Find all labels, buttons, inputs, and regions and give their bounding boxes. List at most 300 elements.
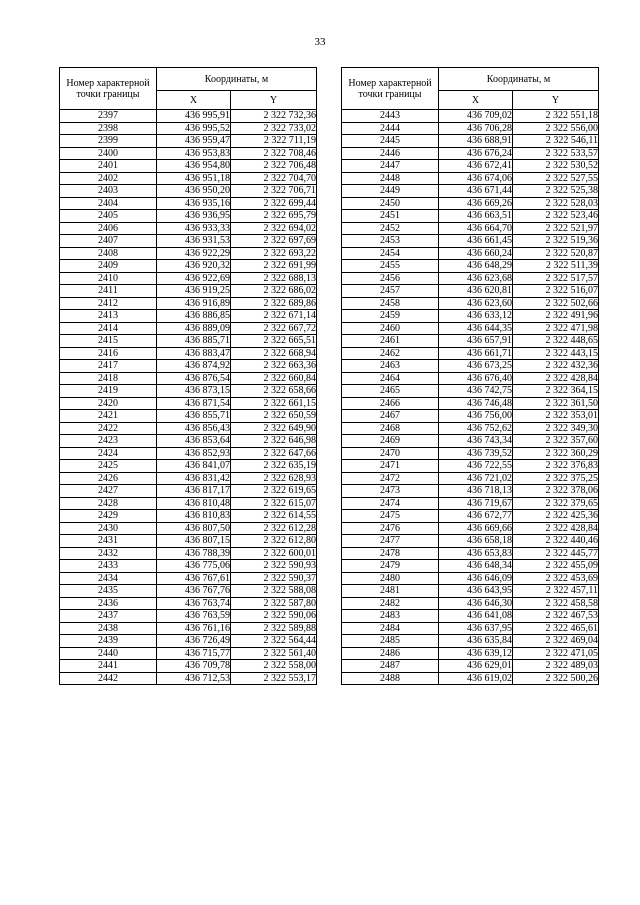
x-coordinate-cell: 436 935,16 — [157, 197, 231, 210]
y-coordinate-cell: 2 322 455,09 — [513, 560, 599, 573]
x-coordinate-cell: 436 674,06 — [439, 172, 513, 185]
point-number-cell: 2458 — [342, 297, 439, 310]
x-coordinate-cell: 436 756,00 — [439, 410, 513, 423]
table-row — [60, 610, 317, 623]
x-coordinate-cell: 436 871,54 — [157, 397, 231, 410]
table-row — [60, 160, 317, 173]
y-coordinate-cell: 2 322 619,65 — [231, 485, 317, 498]
y-coordinate-cell: 2 322 661,15 — [231, 397, 317, 410]
point-number-cell: 2398 — [60, 122, 157, 135]
y-coordinate-cell: 2 322 517,57 — [513, 272, 599, 285]
y-coordinate-cell: 2 322 635,19 — [231, 460, 317, 473]
table-row — [60, 460, 317, 473]
y-coordinate-cell: 2 322 443,15 — [513, 347, 599, 360]
table-row — [342, 260, 599, 273]
y-coordinate-cell: 2 322 457,11 — [513, 585, 599, 598]
point-number-cell: 2439 — [60, 635, 157, 648]
point-number-cell: 2426 — [60, 472, 157, 485]
point-number-cell: 2437 — [60, 610, 157, 623]
y-coordinate-cell: 2 322 697,69 — [231, 235, 317, 248]
header-point-number: Номер характерной точки границы — [342, 68, 439, 110]
point-number-cell: 2464 — [342, 372, 439, 385]
x-coordinate-cell: 436 852,93 — [157, 447, 231, 460]
table-row — [342, 422, 599, 435]
y-coordinate-cell: 2 322 428,84 — [513, 372, 599, 385]
x-coordinate-cell: 436 916,89 — [157, 297, 231, 310]
point-number-cell: 2422 — [60, 422, 157, 435]
table-row — [60, 172, 317, 185]
point-number-cell: 2462 — [342, 347, 439, 360]
x-coordinate-cell: 436 752,62 — [439, 422, 513, 435]
table-row — [342, 572, 599, 585]
table-row — [342, 660, 599, 673]
point-number-cell: 2480 — [342, 572, 439, 585]
y-coordinate-cell: 2 322 453,69 — [513, 572, 599, 585]
x-coordinate-cell: 436 936,95 — [157, 210, 231, 223]
point-number-cell: 2421 — [60, 410, 157, 423]
table-row — [60, 385, 317, 398]
y-coordinate-cell: 2 322 590,37 — [231, 572, 317, 585]
y-coordinate-cell: 2 322 502,66 — [513, 297, 599, 310]
y-coordinate-cell: 2 322 533,57 — [513, 147, 599, 160]
point-number-cell: 2399 — [60, 135, 157, 148]
y-coordinate-cell: 2 322 553,17 — [231, 672, 317, 685]
point-number-cell: 2424 — [60, 447, 157, 460]
x-coordinate-cell: 436 807,50 — [157, 522, 231, 535]
y-coordinate-cell: 2 322 711,19 — [231, 135, 317, 148]
table-row — [342, 647, 599, 660]
x-coordinate-cell: 436 931,53 — [157, 235, 231, 248]
point-number-cell: 2405 — [60, 210, 157, 223]
table-row — [342, 147, 599, 160]
y-coordinate-cell: 2 322 349,30 — [513, 422, 599, 435]
point-number-cell: 2443 — [342, 110, 439, 123]
x-coordinate-cell: 436 635,84 — [439, 635, 513, 648]
y-coordinate-cell: 2 322 658,66 — [231, 385, 317, 398]
y-coordinate-cell: 2 322 360,29 — [513, 447, 599, 460]
table-row — [60, 447, 317, 460]
point-number-cell: 2449 — [342, 185, 439, 198]
y-coordinate-cell: 2 322 668,94 — [231, 347, 317, 360]
table-row — [342, 347, 599, 360]
y-coordinate-cell: 2 322 527,55 — [513, 172, 599, 185]
x-coordinate-cell: 436 959,47 — [157, 135, 231, 148]
y-coordinate-cell: 2 322 732,36 — [231, 110, 317, 123]
y-coordinate-cell: 2 322 706,48 — [231, 160, 317, 173]
x-coordinate-cell: 436 922,29 — [157, 247, 231, 260]
point-number-cell: 2423 — [60, 435, 157, 448]
table-row — [60, 597, 317, 610]
y-coordinate-cell: 2 322 516,07 — [513, 285, 599, 298]
x-coordinate-cell: 436 995,91 — [157, 110, 231, 123]
point-number-cell: 2471 — [342, 460, 439, 473]
table-row — [60, 260, 317, 273]
y-coordinate-cell: 2 322 650,59 — [231, 410, 317, 423]
y-coordinate-cell: 2 322 375,25 — [513, 472, 599, 485]
y-coordinate-cell: 2 322 663,36 — [231, 360, 317, 373]
point-number-cell: 2457 — [342, 285, 439, 298]
point-number-cell: 2418 — [60, 372, 157, 385]
table-row — [342, 335, 599, 348]
x-coordinate-cell: 436 886,85 — [157, 310, 231, 323]
y-coordinate-cell: 2 322 528,03 — [513, 197, 599, 210]
table-row — [342, 247, 599, 260]
y-coordinate-cell: 2 322 561,40 — [231, 647, 317, 660]
y-coordinate-cell: 2 322 665,51 — [231, 335, 317, 348]
table-row — [342, 622, 599, 635]
header-y: Y — [513, 91, 599, 110]
x-coordinate-cell: 436 954,80 — [157, 160, 231, 173]
coordinates-table-right — [341, 67, 599, 685]
y-coordinate-cell: 2 322 551,18 — [513, 110, 599, 123]
x-coordinate-cell: 436 721,02 — [439, 472, 513, 485]
point-number-cell: 2416 — [60, 347, 157, 360]
point-number-cell: 2445 — [342, 135, 439, 148]
x-coordinate-cell: 436 767,76 — [157, 585, 231, 598]
x-coordinate-cell: 436 953,83 — [157, 147, 231, 160]
y-coordinate-cell: 2 322 686,02 — [231, 285, 317, 298]
x-coordinate-cell: 436 831,42 — [157, 472, 231, 485]
table-row — [342, 122, 599, 135]
table-row — [60, 197, 317, 210]
table-row — [60, 497, 317, 510]
x-coordinate-cell: 436 623,60 — [439, 297, 513, 310]
x-coordinate-cell: 436 761,16 — [157, 622, 231, 635]
y-coordinate-cell: 2 322 667,72 — [231, 322, 317, 335]
table-row — [60, 535, 317, 548]
table-row — [60, 235, 317, 248]
point-number-cell: 2404 — [60, 197, 157, 210]
y-coordinate-cell: 2 322 376,83 — [513, 460, 599, 473]
table-body-right — [342, 110, 599, 685]
y-coordinate-cell: 2 322 519,36 — [513, 235, 599, 248]
y-coordinate-cell: 2 322 646,98 — [231, 435, 317, 448]
point-number-cell: 2417 — [60, 360, 157, 373]
point-number-cell: 2486 — [342, 647, 439, 660]
x-coordinate-cell: 436 873,15 — [157, 385, 231, 398]
x-coordinate-cell: 436 722,55 — [439, 460, 513, 473]
table-row — [60, 422, 317, 435]
header-y: Y — [231, 91, 317, 110]
table-row — [60, 147, 317, 160]
x-coordinate-cell: 436 709,78 — [157, 660, 231, 673]
point-number-cell: 2410 — [60, 272, 157, 285]
x-coordinate-cell: 436 876,54 — [157, 372, 231, 385]
table-row — [60, 660, 317, 673]
point-number-cell: 2485 — [342, 635, 439, 648]
y-coordinate-cell: 2 322 612,28 — [231, 522, 317, 535]
x-coordinate-cell: 436 718,13 — [439, 485, 513, 498]
point-number-cell: 2469 — [342, 435, 439, 448]
y-coordinate-cell: 2 322 689,86 — [231, 297, 317, 310]
table-row — [60, 360, 317, 373]
point-number-cell: 2477 — [342, 535, 439, 548]
table-row — [342, 535, 599, 548]
x-coordinate-cell: 436 644,35 — [439, 322, 513, 335]
table-row — [342, 235, 599, 248]
y-coordinate-cell: 2 322 556,00 — [513, 122, 599, 135]
y-coordinate-cell: 2 322 704,70 — [231, 172, 317, 185]
point-number-cell: 2463 — [342, 360, 439, 373]
table-row — [60, 647, 317, 660]
table-row — [342, 297, 599, 310]
table-row — [342, 522, 599, 535]
point-number-cell: 2442 — [60, 672, 157, 685]
x-coordinate-cell: 436 646,30 — [439, 597, 513, 610]
y-coordinate-cell: 2 322 708,46 — [231, 147, 317, 160]
table-row — [60, 322, 317, 335]
table-row — [342, 285, 599, 298]
x-coordinate-cell: 436 672,41 — [439, 160, 513, 173]
point-number-cell: 2440 — [60, 647, 157, 660]
table-body-left — [60, 110, 317, 685]
x-coordinate-cell: 436 874,92 — [157, 360, 231, 373]
point-number-cell: 2441 — [60, 660, 157, 673]
y-coordinate-cell: 2 322 378,06 — [513, 485, 599, 498]
point-number-cell: 2468 — [342, 422, 439, 435]
table-row — [342, 210, 599, 223]
table-row — [60, 210, 317, 223]
y-coordinate-cell: 2 322 589,88 — [231, 622, 317, 635]
table-row — [342, 485, 599, 498]
table-row — [60, 272, 317, 285]
table-row — [60, 572, 317, 585]
point-number-cell: 2406 — [60, 222, 157, 235]
x-coordinate-cell: 436 706,28 — [439, 122, 513, 135]
table-row — [60, 635, 317, 648]
point-number-cell: 2451 — [342, 210, 439, 223]
table-row — [60, 485, 317, 498]
y-coordinate-cell: 2 322 491,96 — [513, 310, 599, 323]
y-coordinate-cell: 2 322 530,52 — [513, 160, 599, 173]
y-coordinate-cell: 2 322 500,26 — [513, 672, 599, 685]
table-row — [342, 197, 599, 210]
table-row — [342, 635, 599, 648]
point-number-cell: 2484 — [342, 622, 439, 635]
x-coordinate-cell: 436 922,69 — [157, 272, 231, 285]
table-row — [60, 397, 317, 410]
table-row — [60, 297, 317, 310]
x-coordinate-cell: 436 688,91 — [439, 135, 513, 148]
table-row — [342, 447, 599, 460]
y-coordinate-cell: 2 322 671,14 — [231, 310, 317, 323]
point-number-cell: 2472 — [342, 472, 439, 485]
table-row — [342, 435, 599, 448]
x-coordinate-cell: 436 643,95 — [439, 585, 513, 598]
header-coordinates: Координаты, м — [157, 68, 317, 91]
x-coordinate-cell: 436 646,09 — [439, 572, 513, 585]
x-coordinate-cell: 436 623,68 — [439, 272, 513, 285]
y-coordinate-cell: 2 322 587,80 — [231, 597, 317, 610]
y-coordinate-cell: 2 322 649,90 — [231, 422, 317, 435]
y-coordinate-cell: 2 322 706,71 — [231, 185, 317, 198]
point-number-cell: 2427 — [60, 485, 157, 498]
x-coordinate-cell: 436 767,61 — [157, 572, 231, 585]
header-x: X — [157, 91, 231, 110]
x-coordinate-cell: 436 620,81 — [439, 285, 513, 298]
x-coordinate-cell: 436 661,45 — [439, 235, 513, 248]
point-number-cell: 2411 — [60, 285, 157, 298]
x-coordinate-cell: 436 817,17 — [157, 485, 231, 498]
point-number-cell: 2425 — [60, 460, 157, 473]
y-coordinate-cell: 2 322 361,50 — [513, 397, 599, 410]
y-coordinate-cell: 2 322 523,46 — [513, 210, 599, 223]
point-number-cell: 2434 — [60, 572, 157, 585]
y-coordinate-cell: 2 322 469,04 — [513, 635, 599, 648]
table-row — [342, 135, 599, 148]
point-number-cell: 2400 — [60, 147, 157, 160]
point-number-cell: 2409 — [60, 260, 157, 273]
table-row — [342, 222, 599, 235]
point-number-cell: 2431 — [60, 535, 157, 548]
x-coordinate-cell: 436 669,66 — [439, 522, 513, 535]
x-coordinate-cell: 436 889,09 — [157, 322, 231, 335]
x-coordinate-cell: 436 660,24 — [439, 247, 513, 260]
x-coordinate-cell: 436 676,40 — [439, 372, 513, 385]
point-number-cell: 2408 — [60, 247, 157, 260]
y-coordinate-cell: 2 322 353,01 — [513, 410, 599, 423]
table-row — [342, 360, 599, 373]
point-number-cell: 2473 — [342, 485, 439, 498]
point-number-cell: 2402 — [60, 172, 157, 185]
x-coordinate-cell: 436 841,07 — [157, 460, 231, 473]
table-row — [342, 160, 599, 173]
y-coordinate-cell: 2 322 590,06 — [231, 610, 317, 623]
table-row — [342, 185, 599, 198]
point-number-cell: 2448 — [342, 172, 439, 185]
coordinates-table-left — [59, 67, 317, 685]
x-coordinate-cell: 436 672,77 — [439, 510, 513, 523]
x-coordinate-cell: 436 619,02 — [439, 672, 513, 685]
y-coordinate-cell: 2 322 448,65 — [513, 335, 599, 348]
y-coordinate-cell: 2 322 694,02 — [231, 222, 317, 235]
point-number-cell: 2446 — [342, 147, 439, 160]
table-row — [60, 410, 317, 423]
y-coordinate-cell: 2 322 425,36 — [513, 510, 599, 523]
y-coordinate-cell: 2 322 590,93 — [231, 560, 317, 573]
x-coordinate-cell: 436 856,43 — [157, 422, 231, 435]
point-number-cell: 2459 — [342, 310, 439, 323]
y-coordinate-cell: 2 322 546,11 — [513, 135, 599, 148]
y-coordinate-cell: 2 322 628,93 — [231, 472, 317, 485]
point-number-cell: 2467 — [342, 410, 439, 423]
y-coordinate-cell: 2 322 612,80 — [231, 535, 317, 548]
x-coordinate-cell: 436 673,25 — [439, 360, 513, 373]
x-coordinate-cell: 436 885,71 — [157, 335, 231, 348]
y-coordinate-cell: 2 322 465,61 — [513, 622, 599, 635]
table-row — [60, 672, 317, 685]
table-row — [60, 347, 317, 360]
table-row — [342, 110, 599, 123]
point-number-cell: 2450 — [342, 197, 439, 210]
y-coordinate-cell: 2 322 520,87 — [513, 247, 599, 260]
table-row — [342, 272, 599, 285]
y-coordinate-cell: 2 322 511,39 — [513, 260, 599, 273]
point-number-cell: 2461 — [342, 335, 439, 348]
table-row — [342, 547, 599, 560]
y-coordinate-cell: 2 322 647,66 — [231, 447, 317, 460]
y-coordinate-cell: 2 322 558,00 — [231, 660, 317, 673]
point-number-cell: 2403 — [60, 185, 157, 198]
point-number-cell: 2407 — [60, 235, 157, 248]
point-number-cell: 2428 — [60, 497, 157, 510]
header-x: X — [439, 91, 513, 110]
table-row — [342, 610, 599, 623]
point-number-cell: 2435 — [60, 585, 157, 598]
point-number-cell: 2460 — [342, 322, 439, 335]
table-row — [342, 410, 599, 423]
x-coordinate-cell: 436 715,77 — [157, 647, 231, 660]
x-coordinate-cell: 436 739,52 — [439, 447, 513, 460]
table-row — [60, 560, 317, 573]
x-coordinate-cell: 436 933,33 — [157, 222, 231, 235]
x-coordinate-cell: 436 658,18 — [439, 535, 513, 548]
table-row — [60, 110, 317, 123]
y-coordinate-cell: 2 322 445,77 — [513, 547, 599, 560]
table-row — [60, 372, 317, 385]
x-coordinate-cell: 436 855,71 — [157, 410, 231, 423]
table-row — [342, 497, 599, 510]
table-row — [342, 397, 599, 410]
table-row — [60, 247, 317, 260]
y-coordinate-cell: 2 322 471,05 — [513, 647, 599, 660]
table-row — [342, 385, 599, 398]
y-coordinate-cell: 2 322 364,15 — [513, 385, 599, 398]
point-number-cell: 2454 — [342, 247, 439, 260]
y-coordinate-cell: 2 322 691,99 — [231, 260, 317, 273]
point-number-cell: 2476 — [342, 522, 439, 535]
point-number-cell: 2414 — [60, 322, 157, 335]
x-coordinate-cell: 436 853,64 — [157, 435, 231, 448]
x-coordinate-cell: 436 653,83 — [439, 547, 513, 560]
point-number-cell: 2397 — [60, 110, 157, 123]
point-number-cell: 2447 — [342, 160, 439, 173]
y-coordinate-cell: 2 322 467,53 — [513, 610, 599, 623]
x-coordinate-cell: 436 763,59 — [157, 610, 231, 623]
point-number-cell: 2413 — [60, 310, 157, 323]
table-row — [342, 322, 599, 335]
x-coordinate-cell: 436 664,70 — [439, 222, 513, 235]
header-coordinates: Координаты, м — [439, 68, 599, 91]
y-coordinate-cell: 2 322 660,84 — [231, 372, 317, 385]
y-coordinate-cell: 2 322 699,44 — [231, 197, 317, 210]
x-coordinate-cell: 436 709,02 — [439, 110, 513, 123]
point-number-cell: 2455 — [342, 260, 439, 273]
point-number-cell: 2415 — [60, 335, 157, 348]
x-coordinate-cell: 436 712,53 — [157, 672, 231, 685]
point-number-cell: 2444 — [342, 122, 439, 135]
table-row — [60, 510, 317, 523]
x-coordinate-cell: 436 810,83 — [157, 510, 231, 523]
point-number-cell: 2465 — [342, 385, 439, 398]
point-number-cell: 2466 — [342, 397, 439, 410]
y-coordinate-cell: 2 322 525,38 — [513, 185, 599, 198]
point-number-cell: 2436 — [60, 597, 157, 610]
point-number-cell: 2420 — [60, 397, 157, 410]
point-number-cell: 2483 — [342, 610, 439, 623]
y-coordinate-cell: 2 322 458,58 — [513, 597, 599, 610]
y-coordinate-cell: 2 322 440,46 — [513, 535, 599, 548]
y-coordinate-cell: 2 322 489,03 — [513, 660, 599, 673]
x-coordinate-cell: 436 676,24 — [439, 147, 513, 160]
x-coordinate-cell: 436 719,67 — [439, 497, 513, 510]
point-number-cell: 2487 — [342, 660, 439, 673]
point-number-cell: 2433 — [60, 560, 157, 573]
table-row — [60, 222, 317, 235]
x-coordinate-cell: 436 657,91 — [439, 335, 513, 348]
x-coordinate-cell: 436 810,48 — [157, 497, 231, 510]
x-coordinate-cell: 436 639,12 — [439, 647, 513, 660]
